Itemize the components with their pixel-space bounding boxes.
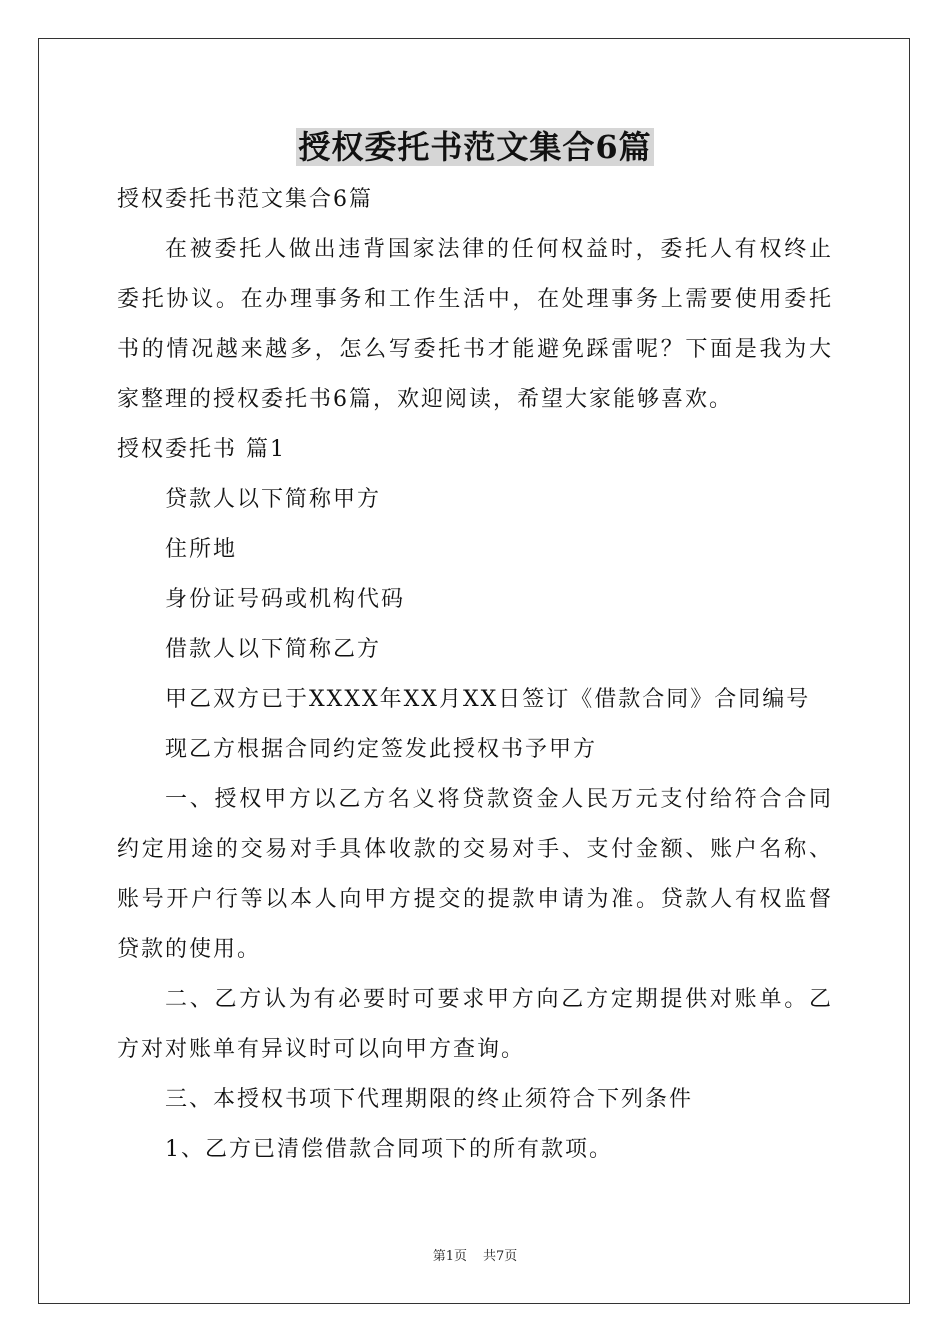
page-footer <box>0 1247 950 1267</box>
body-paragraph: 现乙方根据合同约定签发此授权书予甲方 <box>165 737 598 762</box>
body-paragraph: 贷款人以下简称甲方 <box>165 487 382 512</box>
page-number: 第1页 <box>432 1249 467 1264</box>
body-paragraph: 甲乙双方已于XXXX年XX月XX日签订《借款合同》合同编号 <box>165 687 811 712</box>
body-paragraph: 在被委托人做出违背国家法律的任何权益时，委托人有权终止委托协议。在办理事务和工作生活中，在处理事务上需要使用委托书的情况越来越多，怎么写委托书才能避免踩雷呢？下面是我为大家整理的授权委托书6篇，欢迎阅读，希望大家能够喜欢。 <box>117 237 833 412</box>
page-total: 共7页 <box>483 1249 518 1264</box>
body-paragraph: 借款人以下简称乙方 <box>165 637 382 662</box>
document-title <box>0 122 950 172</box>
body-paragraph: 二、乙方认为有必要时可要求甲方向乙方定期提供对账单。乙方对对账单有异议时可以向甲方查询。 <box>117 987 833 1062</box>
body-paragraph: 1、乙方已清偿借款合同项下的所有款项。 <box>165 1137 613 1162</box>
body-paragraph: 身份证号码或机构代码 <box>165 587 406 612</box>
body-paragraph: 三、本授权书项下代理期限的终止须符合下列条件 <box>165 1087 694 1112</box>
body-paragraph: 一、授权甲方以乙方名义将贷款资金人民万元支付给符合合同约定用途的交易对手具体收款的交易对手、支付金额、账户名称、账号开户行等以本人向甲方提交的提款申请为准。贷款人有权监督贷款的使用。 <box>117 787 833 962</box>
document-body <box>117 175 833 1175</box>
body-paragraph: 住所地 <box>165 537 238 562</box>
document-title-text: 授权委托书范文集合6篇 <box>298 128 652 166</box>
section-heading: 授权委托书 篇1 <box>117 437 286 462</box>
body-paragraph: 授权委托书范文集合6篇 <box>117 187 373 212</box>
